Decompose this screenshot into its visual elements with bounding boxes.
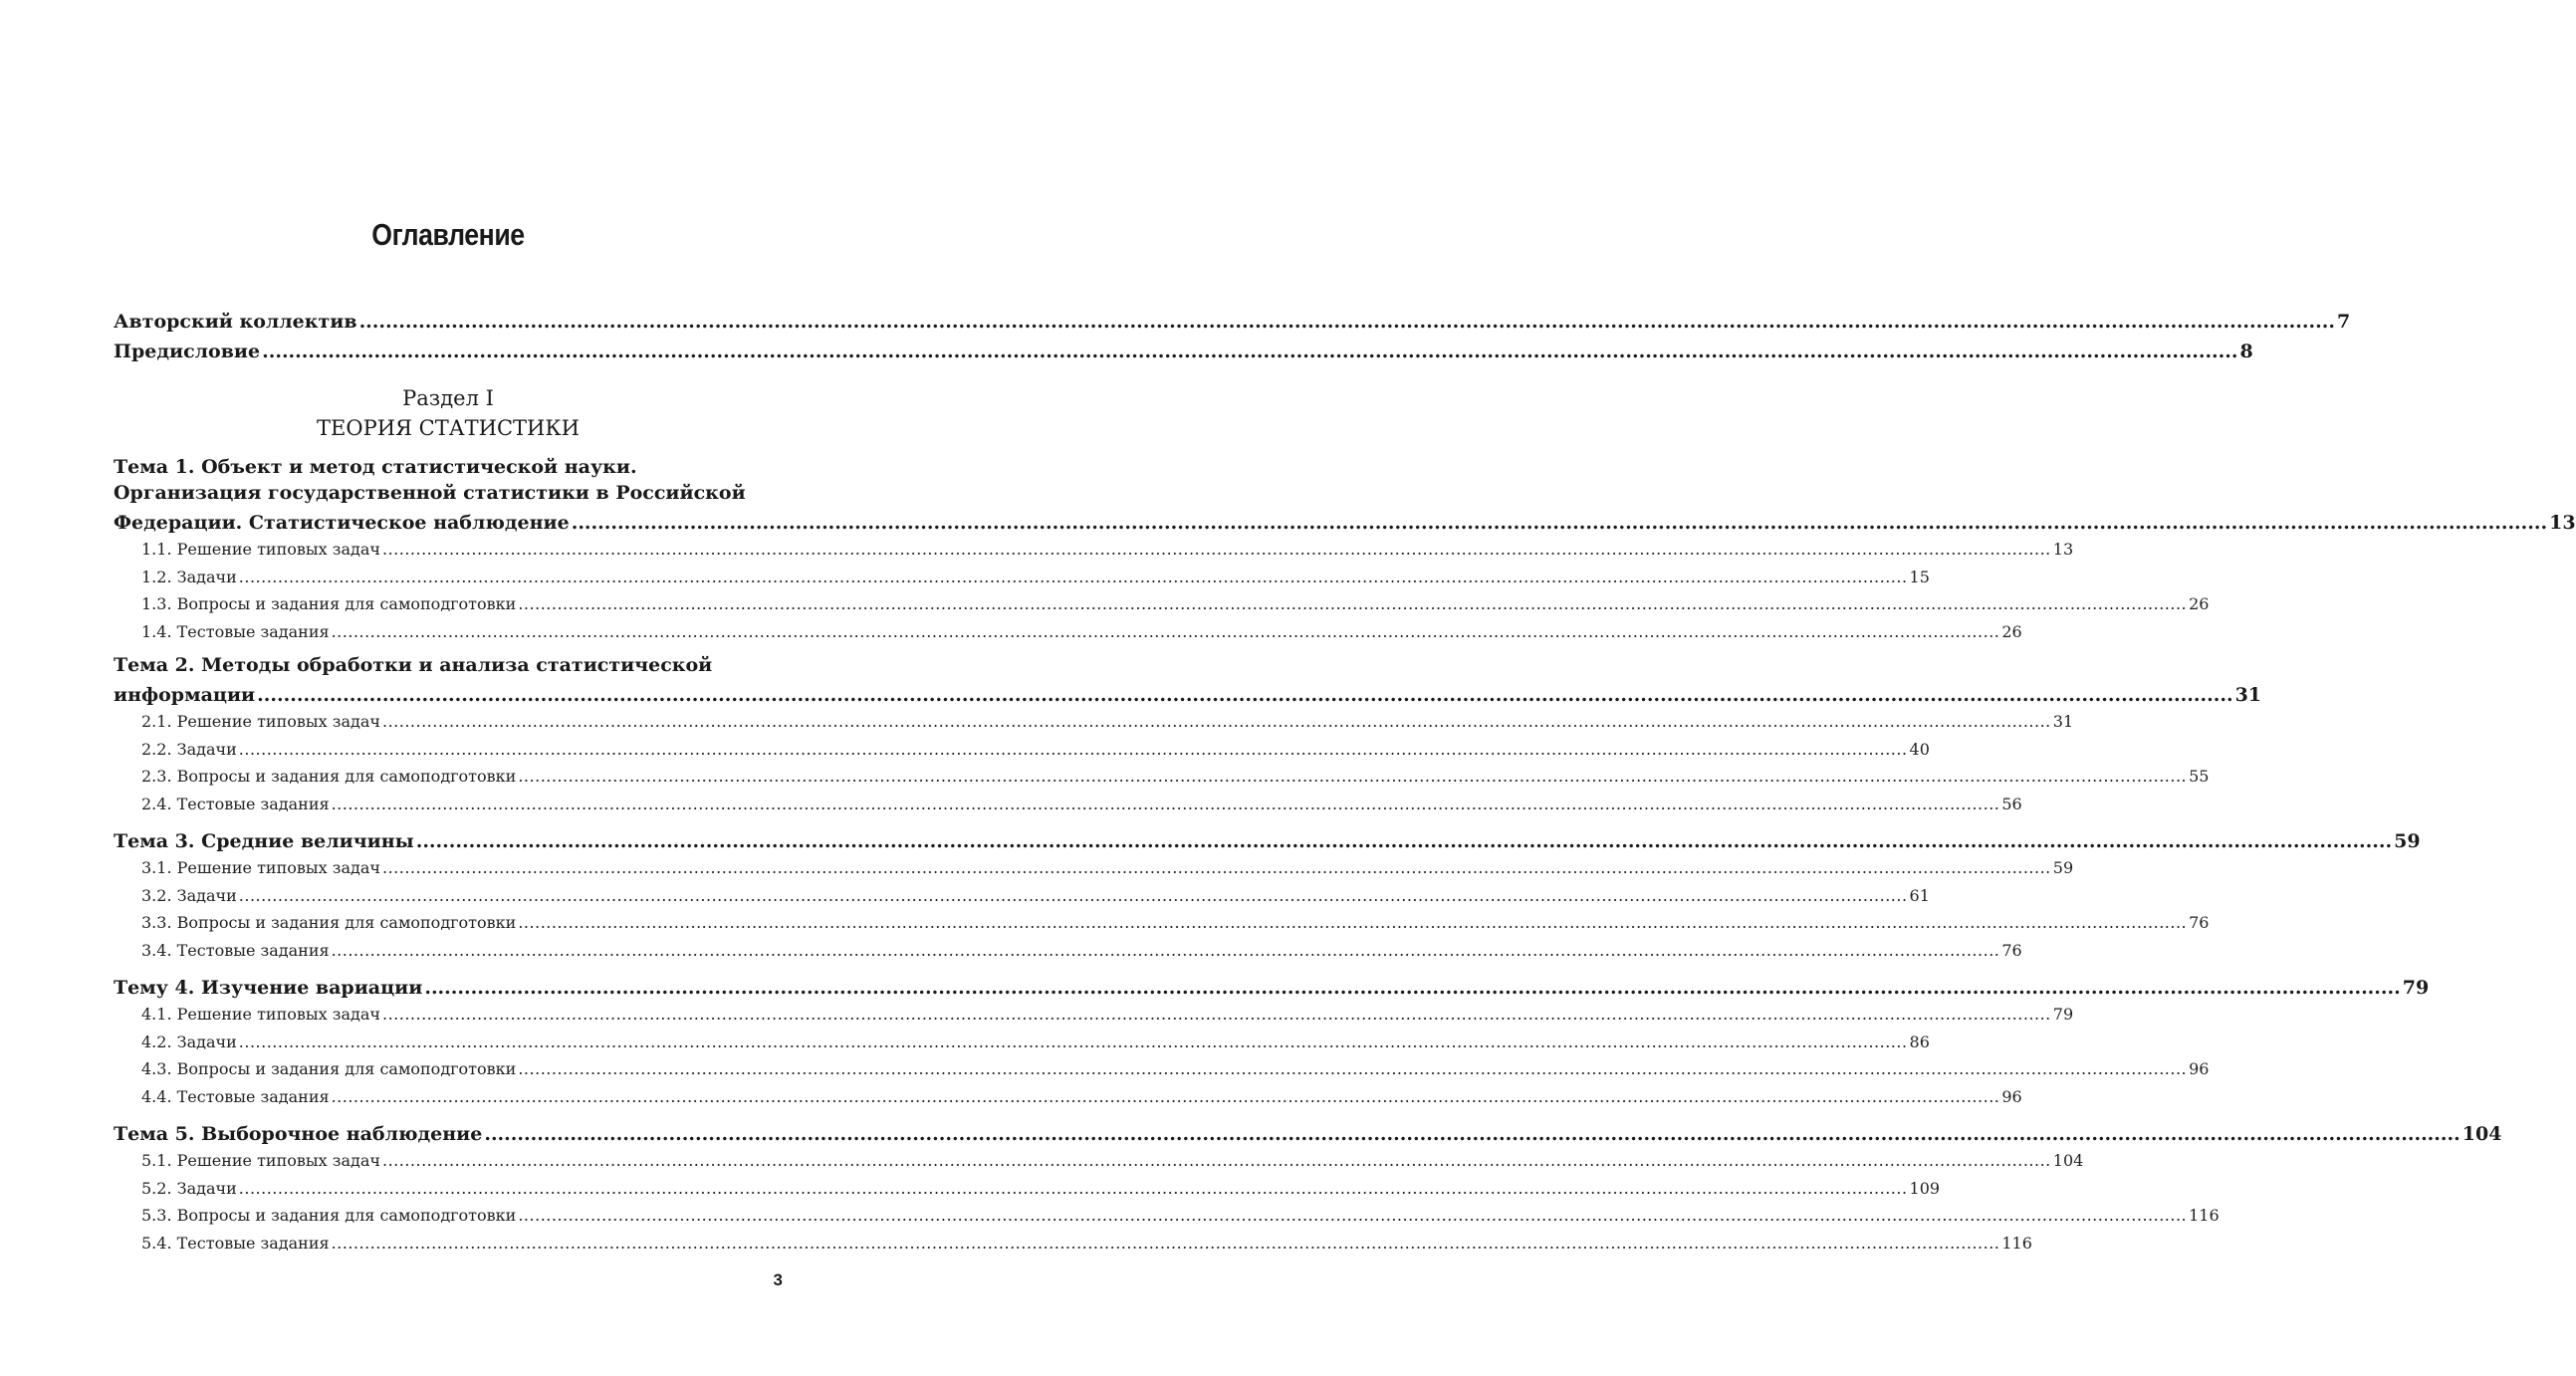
subtopic-entry[interactable] [114, 883, 1930, 905]
subtopic-entry[interactable] [114, 709, 2074, 731]
subtopic-title: 4.2. Задачи [141, 1032, 237, 1051]
topic-entry[interactable] [114, 826, 2421, 852]
dot-leader: ............................................................................................................................................................................................................................................................................................................ [518, 1206, 2188, 1225]
subtopic-title: 2.1. Решение типовых задач [141, 712, 380, 731]
topic-entry[interactable] [114, 1119, 2502, 1145]
subtopic-page: 26 [2001, 622, 2022, 641]
subtopic-page: 13 [2052, 540, 2074, 559]
section-label: Раздел I [402, 386, 494, 410]
subtopic-page: 79 [2052, 1005, 2074, 1024]
subtopic-title: 3.3. Вопросы и задания для самоподготовки [141, 913, 517, 932]
subtopic-title: 2.3. Вопросы и задания для самоподготовки [141, 767, 517, 786]
subtopic-page: 61 [1909, 886, 1930, 905]
toc-entry-preface[interactable] [114, 337, 2253, 362]
toc-page [114, 0, 2576, 1376]
topic-title-line[interactable]: Организация государственной статистики в Российской [114, 482, 746, 504]
subtopic-page: 31 [2052, 712, 2074, 731]
subtopic-page: 15 [1909, 568, 1930, 586]
topic-title: Тема 3. Средние величины [114, 830, 414, 852]
dot-leader: ............................................................................................................................................................................................................................................................................................................ [518, 767, 2188, 786]
subtopic-entry[interactable] [114, 565, 1930, 586]
subtopic-page: 76 [2189, 913, 2210, 932]
subtopic-page: 40 [1909, 740, 1930, 759]
subtopic-title: 3.2. Задачи [141, 886, 237, 905]
subtopic-entry[interactable] [114, 1176, 1941, 1198]
dot-leader: ............................................................................................................................................................................................................................................................................................................ [518, 1059, 2188, 1078]
dot-leader: ............................................................................................................................................................................................................................................................................................................ [331, 1087, 2000, 1106]
subtopic-entry[interactable] [114, 938, 2022, 960]
dot-leader: ............................................................................................................................................................................................................................................................................................................ [331, 1234, 2000, 1253]
subtopic-page: 76 [2001, 941, 2022, 960]
dot-leader: ............................................................................................................................................................................................................................................................................................................ [381, 712, 2051, 731]
dot-leader: ............................................................................................................................................................................................................................................................................................................ [381, 1005, 2051, 1024]
topic-title: Тема 5. Выборочное наблюдение [114, 1123, 483, 1145]
subtopic-title: 1.3. Вопросы и задания для самоподготовки [141, 594, 517, 613]
subtopic-entry[interactable] [114, 737, 1930, 759]
topic-entry[interactable] [114, 508, 2576, 534]
subtopic-title: 2.2. Задачи [141, 740, 237, 759]
topic-page: 104 [2461, 1123, 2502, 1145]
subtopic-entry[interactable] [114, 1231, 2032, 1253]
subtopic-entry[interactable] [114, 591, 2210, 613]
subtopic-title: 2.4. Тестовые задания [141, 795, 330, 813]
dot-leader: ............................................................................................................................................................................................................................................................................................................ [571, 512, 2548, 534]
dot-leader: ............................................................................................................................................................................................................................................................................................................ [262, 341, 2238, 362]
dot-leader: ............................................................................................................................................................................................................................................................................................................ [238, 1179, 1908, 1198]
toc-entry-title: Авторский коллектив [114, 311, 357, 333]
topic-title: информации [114, 684, 256, 706]
subtopic-page: 86 [1909, 1032, 1930, 1051]
subtopic-title: 5.1. Решение типовых задач [141, 1151, 380, 1170]
subtopic-page: 96 [2189, 1059, 2210, 1078]
dot-leader: ............................................................................................................................................................................................................................................................................................................ [518, 913, 2188, 932]
dot-leader: ............................................................................................................................................................................................................................................................................................................ [238, 740, 1908, 759]
subtopic-entry[interactable] [114, 1002, 2074, 1024]
topic-entry[interactable] [114, 973, 2430, 999]
section-title: ТЕОРИЯ СТАТИСТИКИ [317, 416, 580, 440]
subtopic-title: 5.3. Вопросы и задания для самоподготовки [141, 1206, 517, 1225]
dot-leader: ............................................................................................................................................................................................................................................................................................................ [331, 622, 2000, 641]
subtopic-entry[interactable] [114, 855, 2074, 877]
subtopic-page: 59 [2052, 858, 2074, 877]
dot-leader: ............................................................................................................................................................................................................................................................................................................ [381, 858, 2051, 877]
dot-leader: ............................................................................................................................................................................................................................................................................................................ [238, 1032, 1908, 1051]
subtopic-entry[interactable] [114, 1030, 1930, 1051]
topic-page: 79 [2402, 977, 2430, 999]
toc-entry-page: 8 [2239, 341, 2253, 362]
topic-page: 59 [2394, 830, 2421, 852]
topic-title: Федерации. Статистическое наблюдение [114, 512, 570, 534]
subtopic-entry[interactable] [114, 1203, 2220, 1225]
topic-title-line[interactable]: Тема 2. Методы обработки и анализа статистической [114, 654, 713, 676]
dot-leader: ............................................................................................................................................................................................................................................................................................................ [415, 830, 2393, 852]
subtopic-page: 56 [2001, 795, 2022, 813]
subtopic-page: 55 [2189, 767, 2210, 786]
toc-entry-page: 7 [2337, 311, 2351, 333]
dot-leader: ............................................................................................................................................................................................................................................................................................................ [238, 568, 1908, 586]
topic-entry[interactable] [114, 680, 2262, 706]
toc-entry-title: Предисловие [114, 341, 261, 362]
dot-leader: ............................................................................................................................................................................................................................................................................................................ [424, 977, 2401, 999]
subtopic-page: 104 [2052, 1151, 2084, 1170]
subtopic-title: 1.1. Решение типовых задач [141, 540, 380, 559]
subtopic-entry[interactable] [114, 619, 2022, 641]
subtopic-entry[interactable] [114, 1148, 2084, 1170]
subtopic-page: 116 [2001, 1234, 2032, 1253]
subtopic-entry[interactable] [114, 792, 2022, 813]
subtopic-page: 109 [1909, 1179, 1941, 1198]
subtopic-title: 4.4. Тестовые задания [141, 1087, 330, 1106]
topic-title-line[interactable]: Тема 1. Объект и метод статистической науки. [114, 456, 637, 478]
dot-leader: ............................................................................................................................................................................................................................................................................................................ [331, 941, 2000, 960]
subtopic-title: 3.1. Решение типовых задач [141, 858, 380, 877]
subtopic-title: 4.3. Вопросы и задания для самоподготовки [141, 1059, 517, 1078]
subtopic-title: 5.4. Тестовые задания [141, 1234, 330, 1253]
subtopic-title: 5.2. Задачи [141, 1179, 237, 1198]
dot-leader: ............................................................................................................................................................................................................................................................................................................ [381, 540, 2051, 559]
topic-page: 13 [2549, 512, 2576, 534]
subtopic-entry[interactable] [114, 764, 2210, 786]
subtopic-entry[interactable] [114, 537, 2074, 559]
dot-leader: ............................................................................................................................................................................................................................................................................................................ [381, 1151, 2051, 1170]
subtopic-page: 26 [2189, 594, 2210, 613]
subtopic-title: 1.4. Тестовые задания [141, 622, 330, 641]
subtopic-title: 4.1. Решение типовых задач [141, 1005, 380, 1024]
subtopic-entry[interactable] [114, 910, 2210, 932]
toc-entry-authors[interactable] [114, 307, 2351, 333]
dot-leader: ............................................................................................................................................................................................................................................................................................................ [484, 1123, 2460, 1145]
page-number: 3 [773, 1270, 783, 1289]
dot-leader: ............................................................................................................................................................................................................................................................................................................ [238, 886, 1908, 905]
subtopic-page: 116 [2189, 1206, 2220, 1225]
dot-leader: ............................................................................................................................................................................................................................................................................................................ [358, 311, 2335, 333]
topic-page: 31 [2234, 684, 2262, 706]
subtopic-entry[interactable] [114, 1084, 2022, 1106]
subtopic-title: 1.2. Задачи [141, 568, 237, 586]
dot-leader: ............................................................................................................................................................................................................................................................................................................ [257, 684, 2233, 706]
page-title: Оглавление [371, 217, 525, 252]
dot-leader: ............................................................................................................................................................................................................................................................................................................ [518, 594, 2188, 613]
dot-leader: ............................................................................................................................................................................................................................................................................................................ [331, 795, 2000, 813]
subtopic-page: 96 [2001, 1087, 2022, 1106]
topic-title: Тему 4. Изучение вариации [114, 977, 423, 999]
subtopic-title: 3.4. Тестовые задания [141, 941, 330, 960]
subtopic-entry[interactable] [114, 1056, 2210, 1078]
